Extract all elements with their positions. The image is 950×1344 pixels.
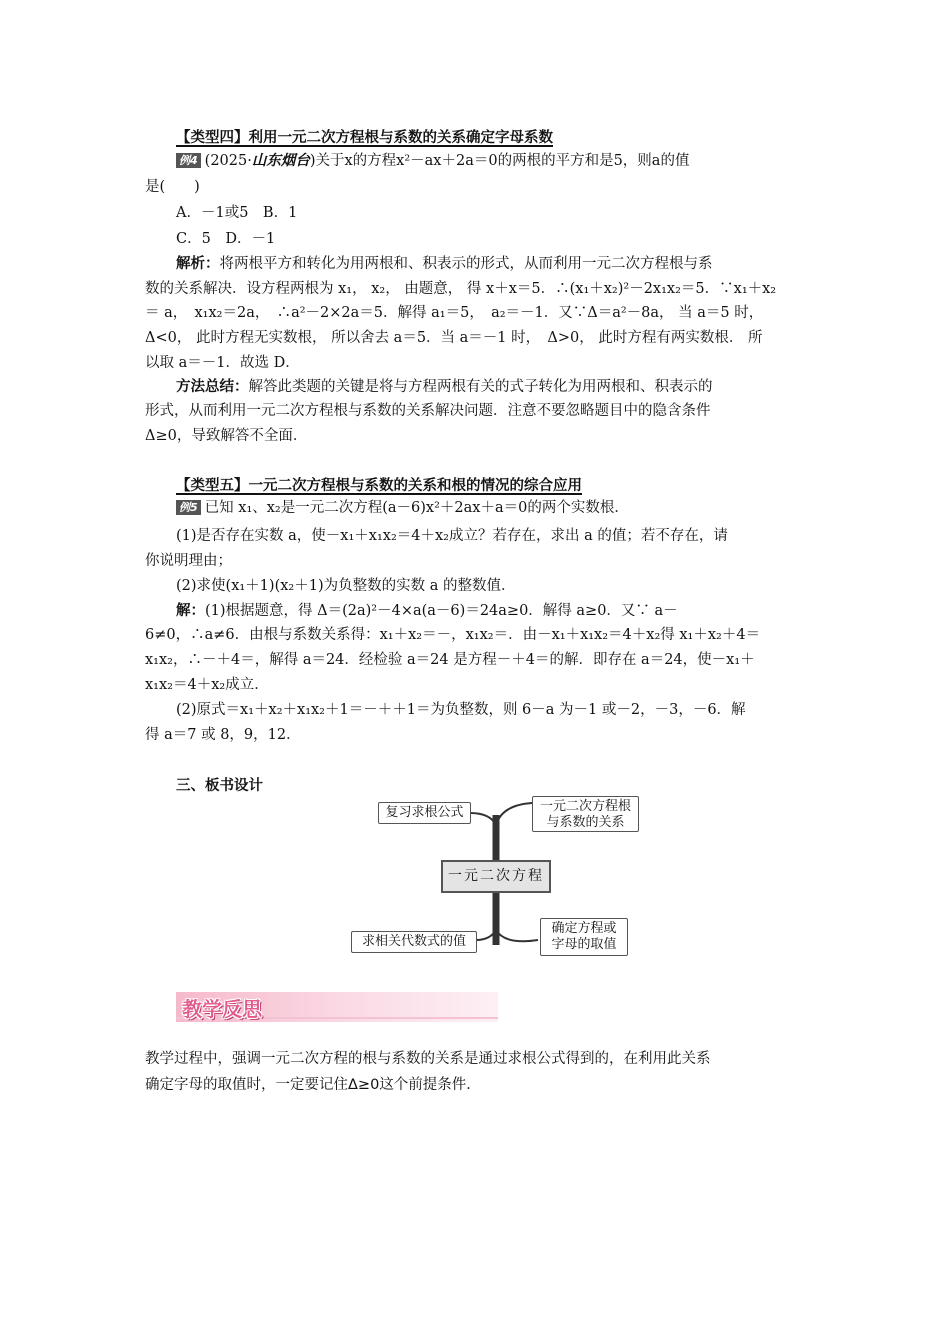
type4-options-line1: A．－1或5 B．1 bbox=[176, 205, 298, 221]
type5-sub1-line1: (1)是否存在实数 a，使－x₁＋x₁x₂＝4＋x₂成立？若存在，求出 a 的值；若不存在，请 bbox=[176, 528, 728, 544]
type4-method-line2: 形式，从而利用一元二次方程根与系数的关系解决问题．注意不要忽略题目中的隐含条件 bbox=[145, 403, 711, 419]
reflection-line2: 确定字母的取值时，一定要记住Δ≥0这个前提条件． bbox=[145, 1077, 481, 1093]
type4-question-line2: 是( ) bbox=[145, 179, 200, 195]
type5-sub1-line2: 你说明理由； bbox=[145, 553, 232, 569]
type4-question-text: )关于x的方程x²－ax＋2a＝0的两根的平方和是5，则a的值 bbox=[309, 153, 690, 169]
type4-analysis-line5: 以取 a＝－1．故选 D． bbox=[145, 355, 300, 371]
connector-top-right bbox=[496, 803, 532, 825]
type4-analysis-line4: Δ<0， 此时方程无实数根， 所以舍去 a＝5．当 a＝－1 时， Δ>0， 此时方程有两实数根． 所 bbox=[145, 330, 763, 346]
type4-title: 【类型四】利用一元二次方程根与系数的关系确定字母系数 bbox=[176, 130, 553, 146]
analysis-label: 解析： bbox=[176, 256, 220, 272]
reflection-title: 教学反思 bbox=[182, 997, 262, 1021]
type5-solution2-line2: 得 a＝7 或 8，9，12． bbox=[145, 727, 301, 743]
solution-text-1: (1)根据题意，得 Δ＝(2a)²－4×a(a－6)＝24a≥0．解得 a≥0．又∵ a－ bbox=[205, 603, 678, 619]
mind-map-node-letter-values bbox=[540, 918, 628, 956]
example-4-tag: 例4 bbox=[176, 153, 201, 168]
mind-map-node-algebraic-values: 求相关代数式的值 bbox=[351, 931, 477, 953]
type4-options-line2: C．5 D．－1 bbox=[176, 231, 276, 247]
node-letter-values-line1: 确定方程或 bbox=[551, 921, 617, 936]
type5-solution-line4: x₁x₂＝4＋x₂成立． bbox=[145, 677, 269, 693]
type5-question-text: 已知 x₁、x₂是一元二次方程(a－6)x²＋2ax＋a＝0的两个实数根． bbox=[204, 500, 629, 516]
node-root-coefficient-line2: 与系数的关系 bbox=[546, 815, 625, 830]
method-text-1: 解答此类题的关键是将与方程两根有关的式子转化为用两根和、积表示的 bbox=[248, 379, 713, 395]
type5-sub2-line1: (2)求使(x₁＋1)(x₂＋1)为负整数的实数 a 的整数值． bbox=[176, 578, 516, 594]
type5-solution2-line1: (2)原式＝x₁＋x₂＋x₁x₂＋1＝－＋＋1＝为负整数，则 6－a 为－1 或－2，－3，－6．解 bbox=[176, 702, 746, 718]
node-letter-values-line2: 字母的取值 bbox=[551, 937, 617, 952]
type4-method-line3: Δ≥0，导致解答不全面． bbox=[145, 428, 308, 444]
type5-title: 【类型五】一元二次方程根与系数的关系和根的情况的综合应用 bbox=[176, 478, 582, 494]
type5-solution-line2: 6≠0，∴a≠6．由根与系数关系得：x₁＋x₂＝－，x₁x₂＝．由－x₁＋x₁x₂＝4＋x₂得 x₁＋x₂＋4＝ bbox=[145, 627, 761, 643]
type4-analysis-line2: 数的关系解决．设方程两根为 x₁， x₂， 由题意， 得 x＋x＝5．∴(x₁＋x₂)²－2x₁x₂＝5．∵x₁＋x₂ bbox=[145, 281, 777, 297]
type4-question-source-pre: (2025· bbox=[204, 153, 252, 169]
reflection-line1: 教学过程中，强调一元二次方程的根与系数的关系是通过求根公式得到的，在利用此关系 bbox=[145, 1051, 711, 1067]
type4-analysis-line3: ＝ a， x₁x₂＝2a， ∴a²－2×2a＝5．解得 a₁＝5， a₂＝－1．又∵Δ＝a²－8a， 当 a＝5 时， bbox=[145, 305, 764, 321]
type5-solution-line3: x₁x₂，∴－＋4＝，解得 a＝24．经检验 a＝24 是方程－＋4＝的解．即存在 a＝24，使－x₁＋ bbox=[145, 652, 755, 668]
board-design-heading: 三、板书设计 bbox=[176, 778, 263, 794]
connector-top-left bbox=[470, 813, 496, 825]
method-label: 方法总结： bbox=[176, 379, 249, 395]
mind-map-node-root-coefficient bbox=[532, 796, 639, 832]
mind-map-center-node: 一元二次方程 bbox=[441, 860, 551, 893]
connector-bottom-right bbox=[496, 930, 538, 941]
node-root-coefficient-line1: 一元二次方程根 bbox=[539, 799, 631, 814]
mind-map-node-review-formula: 复习求根公式 bbox=[378, 802, 471, 824]
example-5-tag: 例5 bbox=[176, 500, 201, 515]
type4-question-source: 山东烟台 bbox=[251, 152, 310, 169]
analysis-text-1: 将两根平方和转化为用两根和、积表示的形式，从而利用一元二次方程根与系 bbox=[219, 256, 713, 272]
solution-label: 解： bbox=[176, 603, 205, 619]
